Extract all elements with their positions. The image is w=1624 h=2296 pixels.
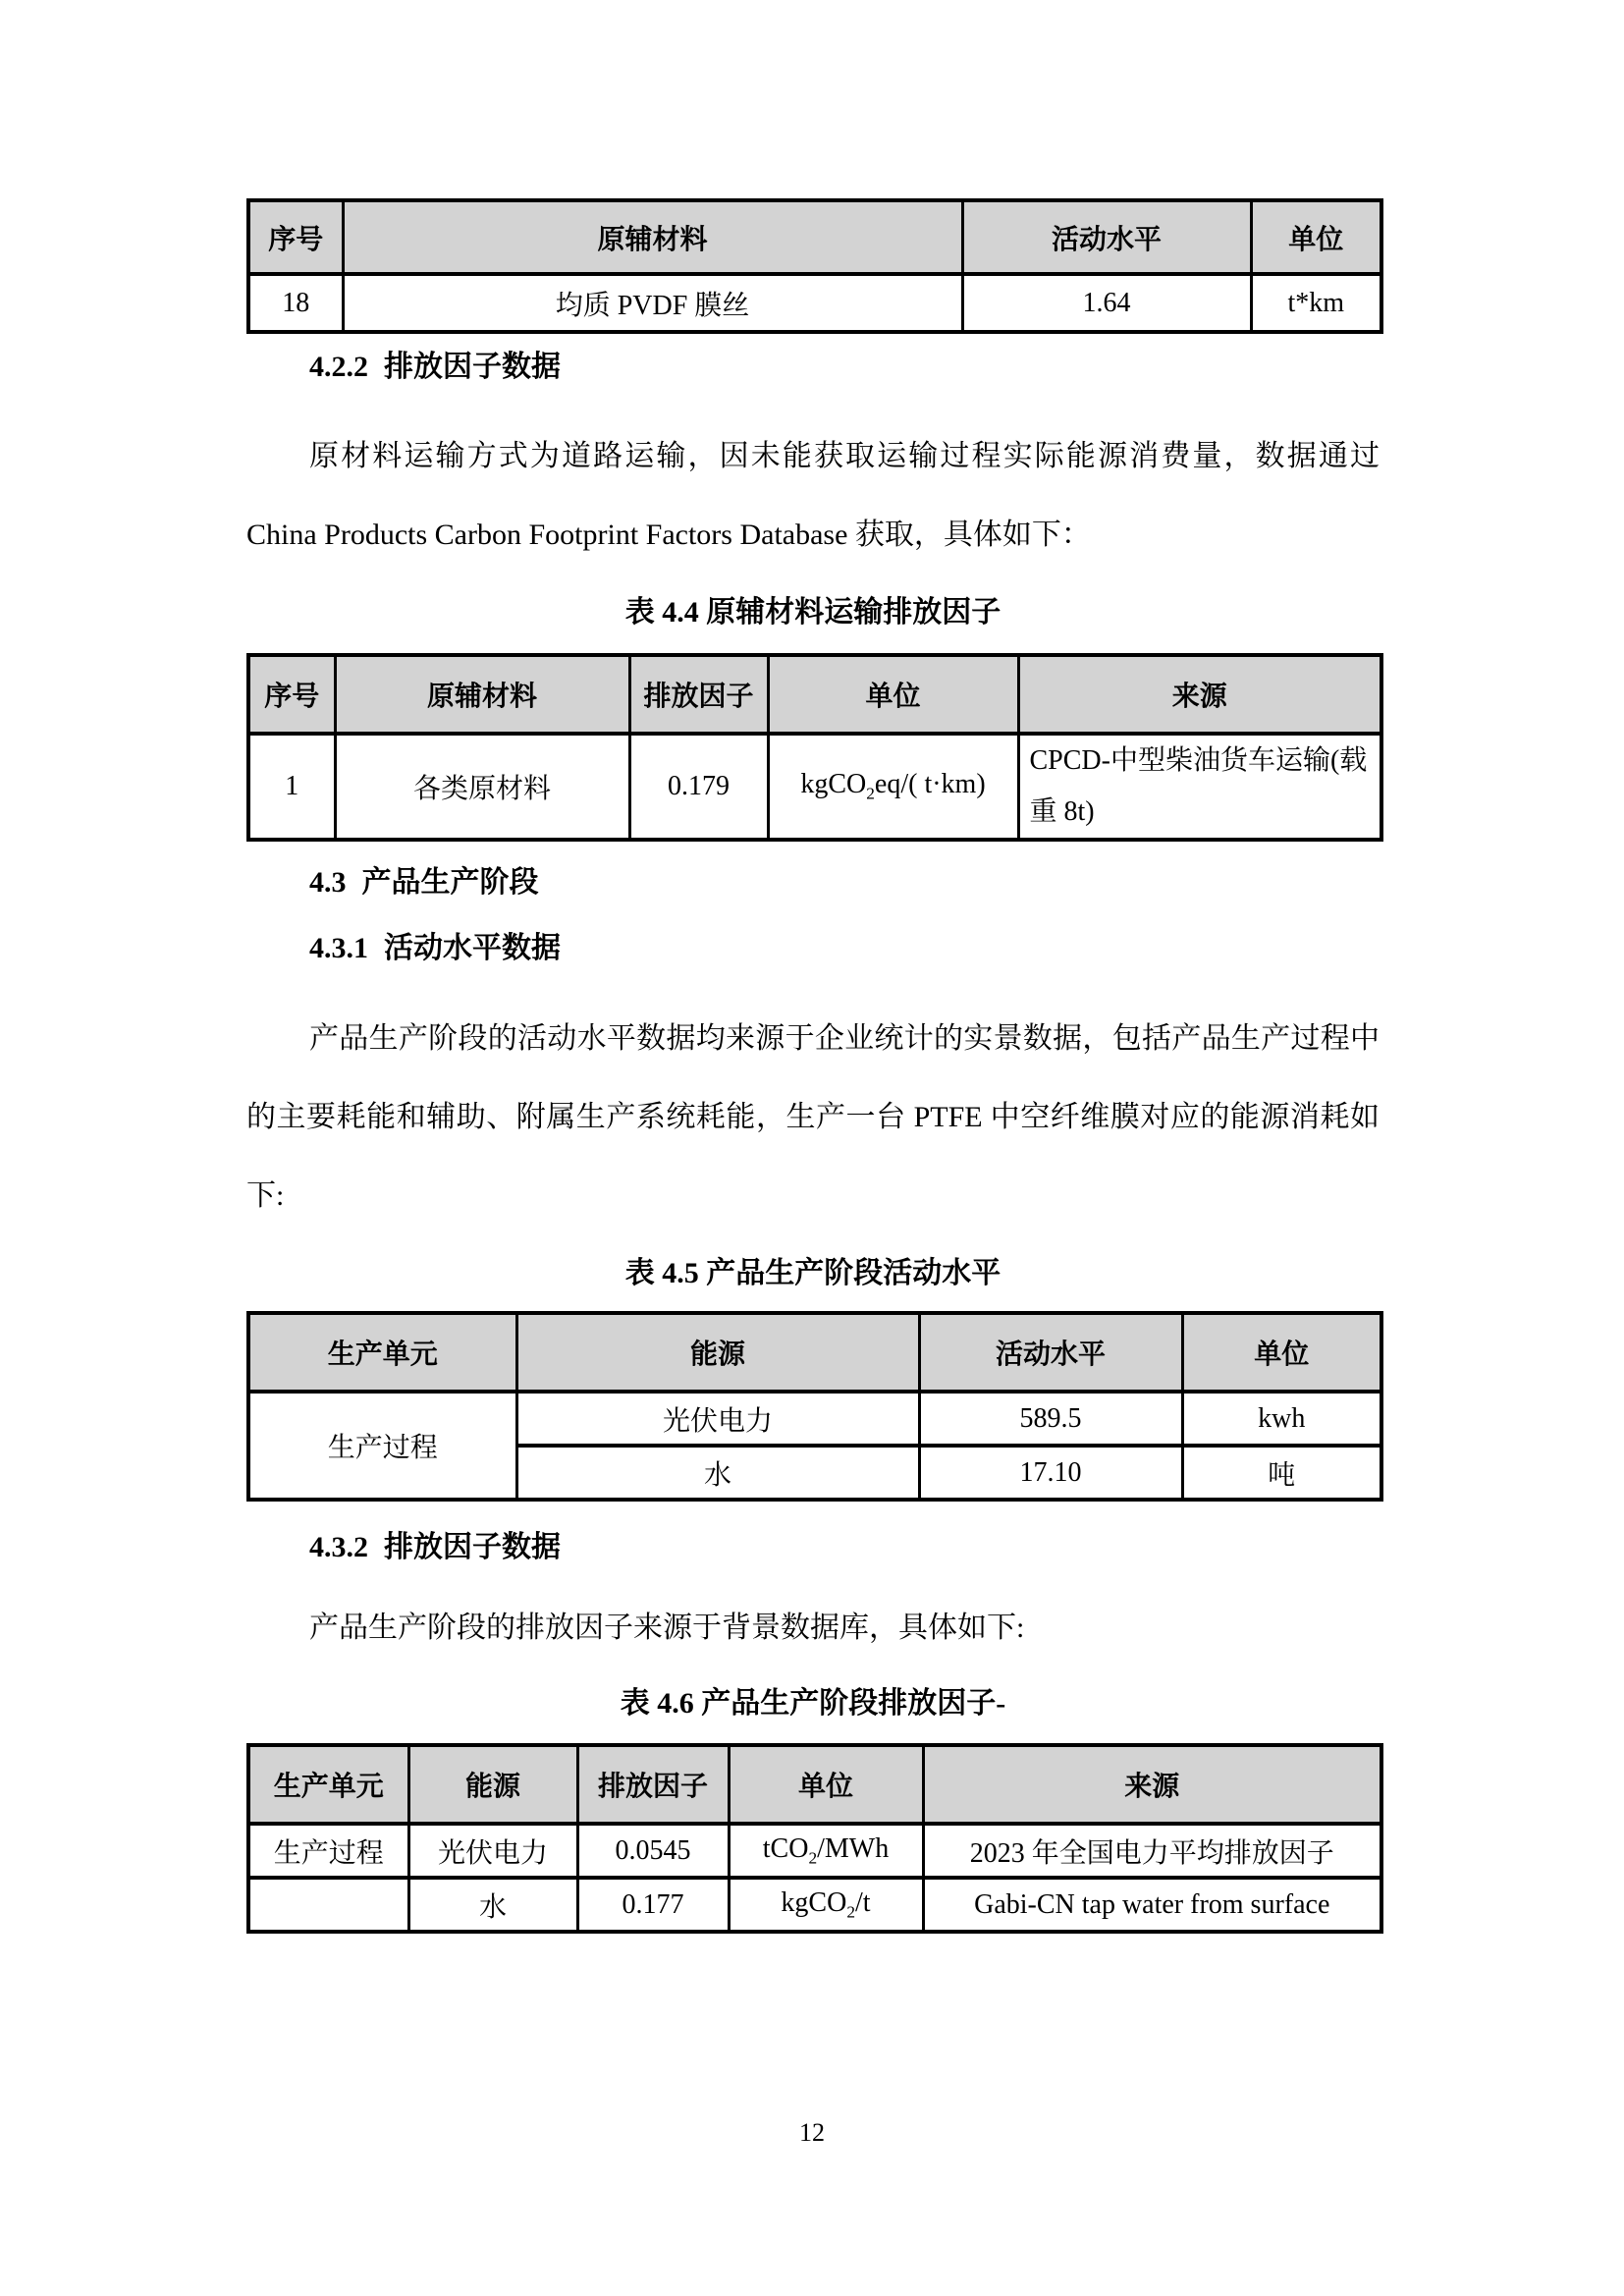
data-cell: t*km bbox=[1251, 274, 1381, 332]
data-cell-source: Gabi-CN tap water from surface bbox=[923, 1878, 1381, 1932]
header-cell: 原辅材料 bbox=[335, 655, 629, 734]
section-heading-4-2-2 bbox=[309, 350, 561, 385]
header-cell: 来源 bbox=[923, 1745, 1381, 1824]
unit-subscript: 2 bbox=[866, 784, 875, 803]
header-cell: 单位 bbox=[729, 1745, 923, 1824]
header-cell: 活动水平 bbox=[919, 1313, 1182, 1392]
table-4-6 bbox=[246, 1743, 1383, 1934]
data-cell: 18 bbox=[248, 274, 343, 332]
unit-text: tCO bbox=[762, 1832, 809, 1864]
data-cell: 均质 PVDF 膜丝 bbox=[343, 274, 962, 332]
heading-title: 排放因子数据 bbox=[384, 1531, 561, 1563]
section-heading-4-3 bbox=[309, 865, 539, 901]
header-cell: 来源 bbox=[1018, 655, 1381, 734]
data-cell: 0.177 bbox=[577, 1878, 729, 1932]
data-cell-source: CPCD-中型柴油货车运输(载重 8t) bbox=[1018, 734, 1381, 840]
data-cell-unit bbox=[729, 1878, 923, 1932]
data-cell: 0.179 bbox=[629, 734, 768, 840]
unit-text: /MWh bbox=[817, 1832, 890, 1864]
data-cell bbox=[248, 1878, 408, 1932]
data-cell: 各类原材料 bbox=[335, 734, 629, 840]
page-number: 12 bbox=[799, 2118, 825, 2147]
data-cell: 生产过程 bbox=[248, 1824, 408, 1878]
header-cell: 序号 bbox=[248, 655, 335, 734]
data-cell: 0.0545 bbox=[577, 1824, 729, 1878]
heading-number: 4.2.2 bbox=[309, 351, 368, 383]
section-heading-4-3-2 bbox=[309, 1530, 561, 1565]
table-4-6-caption: 表 4.6 产品生产阶段排放因子- bbox=[620, 1687, 1006, 1720]
data-cell-unit bbox=[729, 1824, 923, 1878]
data-cell: 1 bbox=[248, 734, 335, 840]
heading-number: 4.3.2 bbox=[309, 1531, 368, 1563]
data-cell-source: 2023 年全国电力平均排放因子 bbox=[923, 1824, 1381, 1878]
data-cell: kwh bbox=[1182, 1392, 1381, 1446]
paragraph-transport-factor: 原材料运输方式为道路运输，因未能获取运输过程实际能源消费量，数据通过 China Products Carbon Footprint Factors Database 获取，具体如下： bbox=[246, 440, 1380, 551]
data-cell: 1.64 bbox=[962, 274, 1251, 332]
section-heading-4-3-1 bbox=[309, 931, 561, 966]
header-cell: 序号 bbox=[248, 200, 343, 274]
data-cell: 吨 bbox=[1182, 1446, 1381, 1500]
unit-text: kgCO bbox=[781, 1886, 847, 1918]
table-row bbox=[248, 274, 1381, 332]
data-cell: 水 bbox=[408, 1878, 577, 1932]
unit-text: eq/( t·km) bbox=[874, 769, 986, 800]
unit-subscript: 2 bbox=[846, 1902, 856, 1922]
data-cell-merged: 生产过程 bbox=[248, 1392, 516, 1500]
data-cell: 17.10 bbox=[919, 1446, 1182, 1500]
header-cell: 生产单元 bbox=[248, 1313, 516, 1392]
header-cell: 生产单元 bbox=[248, 1745, 408, 1824]
unit-text: /t bbox=[855, 1886, 871, 1918]
unit-subscript: 2 bbox=[808, 1848, 818, 1868]
table-4-4-caption: 表 4.4 原辅材料运输排放因子 bbox=[624, 596, 1001, 629]
header-cell: 能源 bbox=[408, 1745, 577, 1824]
heading-number: 4.3.1 bbox=[309, 932, 368, 964]
header-cell: 排放因子 bbox=[629, 655, 768, 734]
data-cell: 水 bbox=[516, 1446, 919, 1500]
table-row bbox=[248, 1878, 1381, 1932]
header-cell: 单位 bbox=[1251, 200, 1381, 274]
header-cell: 能源 bbox=[516, 1313, 919, 1392]
table-4-5 bbox=[246, 1311, 1383, 1502]
table-row bbox=[248, 1392, 1381, 1446]
header-cell: 排放因子 bbox=[577, 1745, 729, 1824]
unit-text: kgCO bbox=[800, 769, 867, 800]
heading-title: 产品生产阶段 bbox=[361, 866, 539, 899]
header-cell: 单位 bbox=[1182, 1313, 1381, 1392]
data-cell: 光伏电力 bbox=[408, 1824, 577, 1878]
paragraph-emission-factor: 产品生产阶段的排放因子来源于背景数据库，具体如下: bbox=[309, 1612, 1025, 1644]
heading-title: 活动水平数据 bbox=[384, 932, 561, 964]
paragraph-activity-level: 产品生产阶段的活动水平数据均来源于企业统计的实景数据，包括产品生产过程中的主要耗能和辅助、附属生产系统耗能，生产一台 PTFE 中空纤维膜对应的能源消耗如下: bbox=[246, 1022, 1380, 1212]
header-cell: 单位 bbox=[768, 655, 1018, 734]
continuation-table bbox=[246, 198, 1383, 334]
data-cell: 589.5 bbox=[919, 1392, 1182, 1446]
data-cell: 光伏电力 bbox=[516, 1392, 919, 1446]
table-row bbox=[248, 1824, 1381, 1878]
header-cell: 活动水平 bbox=[962, 200, 1251, 274]
header-cell: 原辅材料 bbox=[343, 200, 962, 274]
heading-number: 4.3 bbox=[309, 866, 347, 899]
table-row bbox=[248, 734, 1381, 840]
heading-title: 排放因子数据 bbox=[384, 351, 561, 383]
data-cell-unit bbox=[768, 734, 1018, 840]
table-4-4 bbox=[246, 653, 1383, 842]
table-4-5-caption: 表 4.5 产品生产阶段活动水平 bbox=[624, 1257, 1001, 1289]
